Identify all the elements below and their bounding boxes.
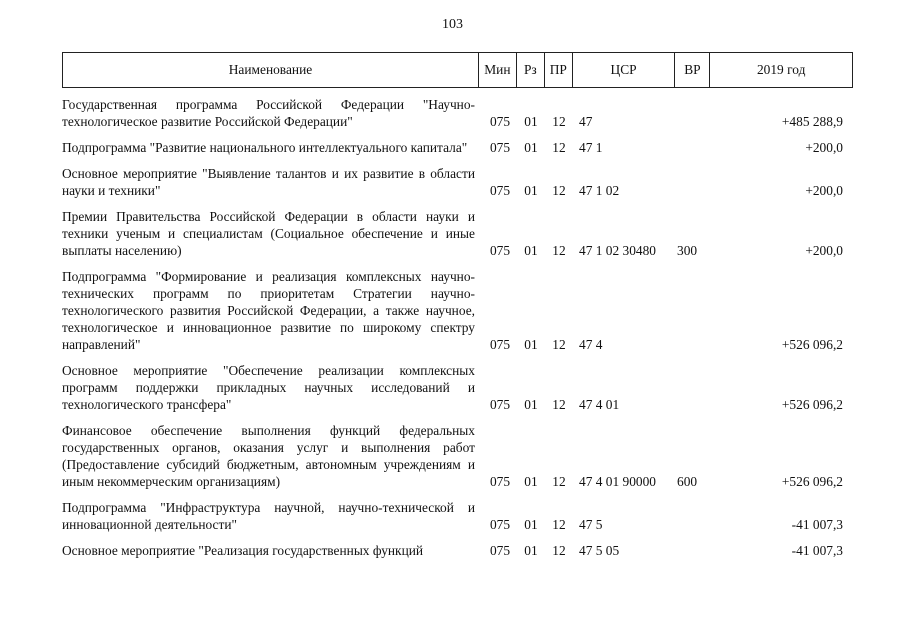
column-header-rz: Рз <box>517 53 545 87</box>
row-pr: 12 <box>552 114 566 129</box>
row-amount: +485 288,9 <box>781 114 843 129</box>
row-amount: +526 096,2 <box>781 337 843 352</box>
column-header-name: Наименование <box>63 53 479 87</box>
table-row <box>62 139 853 156</box>
row-min: 075 <box>489 183 511 198</box>
table-row <box>62 165 853 199</box>
row-min: 075 <box>489 243 511 258</box>
column-header-pr: ПР <box>545 53 573 87</box>
table-row <box>62 96 853 130</box>
table-row <box>62 499 853 533</box>
column-header-year: 2019 год <box>756 62 806 77</box>
row-rz: 01 <box>524 183 538 198</box>
row-pr: 12 <box>552 183 566 198</box>
row-pr: 12 <box>552 474 566 489</box>
table-body <box>62 96 853 568</box>
row-rz: 01 <box>524 243 538 258</box>
row-pr: 12 <box>552 543 566 558</box>
row-min: 075 <box>489 337 511 352</box>
row-csr: 47 1 02 30480 <box>579 243 656 258</box>
row-name: Подпрограмма "Формирование и реализация комплексных научно-технических программ по приоритетам Стратегии научно-технологического развития Российской Федерации, а также научное, технологическое и инновационное развитие по широкому спектру направлений" <box>62 269 475 352</box>
column-header-vr: ВР <box>675 53 710 87</box>
row-rz: 01 <box>524 140 538 155</box>
row-amount: +200,0 <box>805 140 843 155</box>
row-amount: -41 007,3 <box>791 517 843 532</box>
row-rz: 01 <box>524 543 538 558</box>
row-name: Финансовое обеспечение выполнения функций федеральных государственных органов, оказания услуг и выполнения работ (Предоставление субсидий бюджетным, автономным учреждениям и иным некоммерческим организациям) <box>62 423 475 489</box>
row-csr: 47 4 <box>579 337 603 352</box>
row-rz: 01 <box>524 337 538 352</box>
row-csr: 47 4 01 <box>579 397 620 412</box>
row-csr: 47 <box>579 114 593 129</box>
row-pr: 12 <box>552 397 566 412</box>
row-rz: 01 <box>524 517 538 532</box>
row-vr: 300 <box>677 243 698 258</box>
row-amount: +526 096,2 <box>781 474 843 489</box>
row-vr: 600 <box>677 474 698 489</box>
table-row <box>62 208 853 259</box>
row-rz: 01 <box>524 397 538 412</box>
row-name: Подпрограмма "Развитие национального интеллектуального капитала" <box>62 140 468 155</box>
row-min: 075 <box>489 397 511 412</box>
row-csr: 47 5 05 <box>579 543 620 558</box>
row-name: Подпрограмма "Инфраструктура научной, научно-технической и инновационной деятельности" <box>62 500 475 532</box>
row-min: 075 <box>489 543 511 558</box>
row-csr: 47 1 02 <box>579 183 620 198</box>
row-csr: 47 4 01 90000 <box>579 474 656 489</box>
row-amount: -41 007,3 <box>791 543 843 558</box>
table-row <box>62 268 853 353</box>
row-amount: +200,0 <box>805 183 843 198</box>
row-csr: 47 5 <box>579 517 603 532</box>
row-min: 075 <box>489 114 511 129</box>
row-name: Основное мероприятие "Реализация государственных функций <box>62 543 424 558</box>
table-row <box>62 422 853 490</box>
row-pr: 12 <box>552 517 566 532</box>
row-amount: +526 096,2 <box>781 397 843 412</box>
row-min: 075 <box>489 474 511 489</box>
table-row <box>62 362 853 413</box>
row-pr: 12 <box>552 140 566 155</box>
row-pr: 12 <box>552 243 566 258</box>
row-name: Основное мероприятие "Выявление талантов и их развитие в области науки и техники" <box>62 166 475 198</box>
page-number: 103 <box>442 17 463 32</box>
column-header-csr: ЦСР <box>573 53 676 87</box>
row-rz: 01 <box>524 114 538 129</box>
row-name: Государственная программа Российской Федерации "Научно-технологическое развитие Российской Федерации" <box>62 97 475 129</box>
row-name: Основное мероприятие "Обеспечение реализации комплексных программ поддержки прикладных научных исследований и технологического трансфера" <box>62 363 475 412</box>
row-amount: +200,0 <box>805 243 843 258</box>
row-rz: 01 <box>524 474 538 489</box>
row-min: 075 <box>489 517 511 532</box>
row-csr: 47 1 <box>579 140 603 155</box>
row-name: Премии Правительства Российской Федерации в области науки и техники ученым и специалистам (Социальное обеспечение и иные выплаты населению) <box>62 209 475 258</box>
column-header-min: Мин <box>479 53 517 87</box>
row-min: 075 <box>489 140 511 155</box>
table-row <box>62 542 853 559</box>
row-pr: 12 <box>552 337 566 352</box>
table-header <box>62 52 853 88</box>
